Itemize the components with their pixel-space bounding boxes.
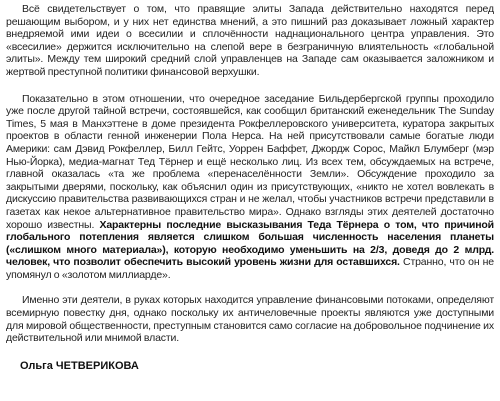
paragraph-western-elites: [6, 3, 494, 79]
paragraph-secret-meeting: [6, 93, 494, 282]
author-signature: Ольга ЧЕТВЕРИКОВА: [20, 359, 139, 372]
paragraph-2-closing: Странно, что он не упомянул о «золотом миллиарде».: [6, 256, 494, 281]
paragraph-2-text: Показательно в этом отношении, что очередное заседание Бильдербергской группы проходило уже после другой тайной встречи, состоявшейся, как сообщил британский еженедельник The Sunday Times, 5 мая в Манхэттене в доме президента Рокфеллеровского университета, куратора закрытых проектов в области генной инженерии Пола Нерса. На ней присутствовали самые богатые люди Америки: сам Дэвид Рокфеллер, Билл Гейтс, Уоррен Баффет, Джордж Сорос, Майкл Блумберг (мэр Нью-Йорка), медиа-магнат Тед Тёрнер и ещё несколько лиц. Из всех тем, обсуждаемых на встрече, главной оказалась «та же проблема «перенаселённости Земли». Обсуждение проходило за закрытыми дверями, поскольку, как объяснил один из присутствующих, «никто не хотел вовлекать в дискуссию правительства развивающихся стран и не желал, чтобы участников встречи представили в газетах как некое альтернативное правительство мира». Однако взгляды этих деятелей достаточно хорошо известны.: [6, 92, 494, 231]
highlighted-quote: Характерны последние высказывания Теда Тёрнера о том, что причиной глобального потепления является слишком большая численность населения планеты («слишком много материала»), которую необходимо уменьшить на 2/3, доведя до 2 млрд. человек, что позволит обеспечить высокий уровень жизни для оставшихся.: [6, 218, 494, 269]
paragraph-1-text: Всё свидетельствует о том, что правящие элиты Запада действительно находятся перед решающим выбором, и у них нет единства мнений, а это пишний раз доказывает ложный характер внедряемой ими идеи о всесилии и сплочённости наднационального центра управления. Это «всесилие» держится исключительно на слепой вере в безграничную влиятельность «глобальной элиты». Между тем широкий средний слой управленцев на Западе сам оказывается заложником и жертвой преступной политики финансовой верхушки.: [6, 3, 494, 78]
paragraph-conclusion: [6, 294, 494, 344]
paragraph-3-text: Именно эти деятели, в руках которых находится управление финансовыми потоками, определяют всемирную повестку дня, однако поскольку их античеловечные проекты являются уже доступными для мировой общественности, преступным становится само согласие на добровольное подчинение их действительной или мнимой власти.: [6, 294, 494, 345]
